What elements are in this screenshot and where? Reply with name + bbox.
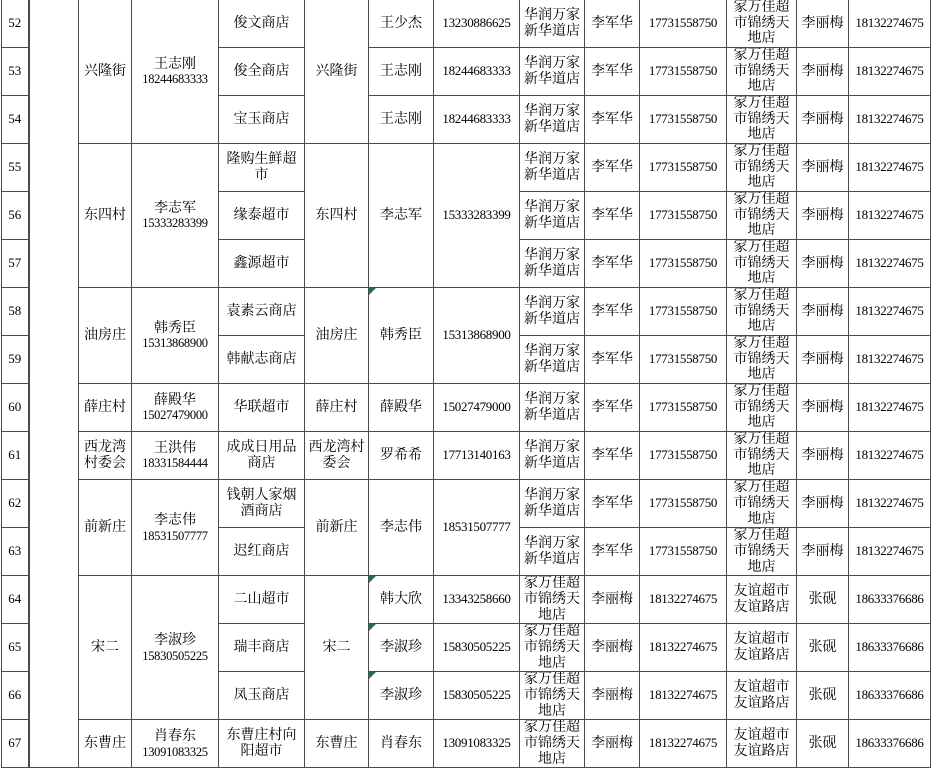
supermarket2-phone-cell: 18132274675	[849, 240, 931, 288]
shop-cell: 隆购生鲜超市	[219, 144, 305, 192]
owner-cell	[132, 144, 219, 288]
contact-phone-cell: 13343258660	[434, 576, 520, 624]
village-cell: 西龙湾村委会	[79, 432, 132, 480]
supermarket1-phone-cell: 17731558750	[640, 480, 727, 528]
owner-name: 李淑珍	[154, 632, 196, 648]
shop-cell: 缘泰超市	[219, 192, 305, 240]
row-number-cell: 57	[2, 240, 29, 288]
supermarket1-cell: 华润万家新华道店	[520, 192, 585, 240]
contact-phone-cell: 15830505225	[434, 672, 520, 720]
village-cell: 薛庄村	[79, 384, 132, 432]
row-number-cell: 67	[2, 720, 29, 768]
village-cell: 东四村	[79, 144, 132, 288]
supermarket2-manager-cell: 李丽梅	[797, 384, 849, 432]
village-repeat-cell: 东四村	[305, 144, 369, 288]
supermarket2-phone-cell: 18132274675	[849, 384, 931, 432]
contact-phone-cell: 15333283399	[434, 144, 520, 288]
supermarket1-manager-cell: 李军华	[585, 384, 640, 432]
table-row	[2, 480, 931, 528]
shop-cell: 宝玉商店	[219, 96, 305, 144]
supermarket1-manager-cell: 李军华	[585, 0, 640, 48]
spacer-cell	[29, 0, 79, 768]
shop-cell: 成成日用品商店	[219, 432, 305, 480]
supermarket2-phone-cell: 18132274675	[849, 336, 931, 384]
village-cell: 兴隆街	[79, 0, 132, 144]
supermarket1-phone-cell: 17731558750	[640, 336, 727, 384]
owner-phone: 15313868900	[142, 336, 208, 351]
row-number-cell: 60	[2, 384, 29, 432]
supermarket2-manager-cell: 李丽梅	[797, 48, 849, 96]
owner-phone: 15027479000	[142, 408, 208, 423]
comment-marker-icon	[369, 288, 376, 295]
supermarket1-cell: 华润万家新华道店	[520, 528, 585, 576]
row-number-cell: 56	[2, 192, 29, 240]
supermarket2-cell: 家万佳超市锦绣天地店	[727, 0, 797, 48]
supermarket1-manager-cell: 李军华	[585, 96, 640, 144]
supermarket2-cell: 家万佳超市锦绣天地店	[727, 96, 797, 144]
supermarket2-manager-cell: 李丽梅	[797, 528, 849, 576]
supermarket1-phone-cell: 17731558750	[640, 288, 727, 336]
contact-name-cell: 李淑珍	[369, 672, 434, 720]
supermarket1-manager-cell: 李丽梅	[585, 576, 640, 624]
row-number-cell: 58	[2, 288, 29, 336]
supermarket1-manager-cell: 李军华	[585, 528, 640, 576]
supermarket1-phone-cell: 17731558750	[640, 432, 727, 480]
supermarket1-manager-cell: 李军华	[585, 288, 640, 336]
supermarket2-cell: 友谊超市友谊路店	[727, 672, 797, 720]
supermarket1-cell: 家万佳超市锦绣天地店	[520, 624, 585, 672]
village-cell: 宋二	[79, 576, 132, 720]
shop-cell: 鑫源超市	[219, 240, 305, 288]
contact-phone-cell: 18531507777	[434, 480, 520, 576]
shop-cell: 俊全商店	[219, 48, 305, 96]
table-row	[2, 384, 931, 432]
supermarket2-phone-cell: 18132274675	[849, 48, 931, 96]
supermarket2-phone-cell: 18633376686	[849, 672, 931, 720]
supermarket2-manager-cell: 李丽梅	[797, 240, 849, 288]
row-number-cell: 54	[2, 96, 29, 144]
supermarket1-manager-cell: 李军华	[585, 432, 640, 480]
row-number-cell: 65	[2, 624, 29, 672]
owner-name: 韩秀臣	[154, 320, 196, 336]
shop-cell: 二山超市	[219, 576, 305, 624]
village-cell: 前新庄	[79, 480, 132, 576]
contact-phone-cell: 15313868900	[434, 288, 520, 384]
supermarket2-cell: 家万佳超市锦绣天地店	[727, 384, 797, 432]
owner-name: 李志军	[154, 200, 196, 216]
row-number-cell: 59	[2, 336, 29, 384]
contact-name-cell: 王志刚	[369, 96, 434, 144]
owner-name: 李志伟	[154, 512, 196, 528]
supermarket1-cell: 华润万家新华道店	[520, 480, 585, 528]
supermarket2-phone-cell: 18132274675	[849, 432, 931, 480]
supermarket2-phone-cell: 18132274675	[849, 0, 931, 48]
supermarket1-phone-cell: 17731558750	[640, 240, 727, 288]
shop-cell: 俊文商店	[219, 0, 305, 48]
row-number-cell: 61	[2, 432, 29, 480]
supermarket1-manager-cell: 李军华	[585, 192, 640, 240]
owner-phone: 15333283399	[142, 216, 208, 231]
comment-marker-icon	[369, 576, 376, 583]
supermarket2-cell: 友谊超市友谊路店	[727, 720, 797, 768]
supermarket1-cell: 家万佳超市锦绣天地店	[520, 720, 585, 768]
contact-name-cell: 韩秀臣	[369, 288, 434, 384]
supermarket1-cell: 家万佳超市锦绣天地店	[520, 576, 585, 624]
supermarket2-manager-cell: 李丽梅	[797, 192, 849, 240]
owner-cell	[132, 576, 219, 720]
supermarket2-phone-cell: 18132274675	[849, 96, 931, 144]
supermarket1-manager-cell: 李军华	[585, 144, 640, 192]
supermarket2-phone-cell: 18132274675	[849, 144, 931, 192]
comment-marker-icon	[369, 624, 376, 631]
supermarket2-manager-cell: 李丽梅	[797, 96, 849, 144]
supermarket1-cell: 华润万家新华道店	[520, 384, 585, 432]
contact-name-cell: 肖春东	[369, 720, 434, 768]
supermarket1-cell: 华润万家新华道店	[520, 288, 585, 336]
supermarket1-manager-cell: 李丽梅	[585, 672, 640, 720]
shop-cell: 钱朝人家烟酒商店	[219, 480, 305, 528]
contact-phone-cell: 15830505225	[434, 624, 520, 672]
contact-name-cell: 王志刚	[369, 48, 434, 96]
row-number-cell: 62	[2, 480, 29, 528]
owner-name: 王洪伟	[154, 440, 196, 456]
supermarket1-manager-cell: 李军华	[585, 48, 640, 96]
village-repeat-cell: 油房庄	[305, 288, 369, 384]
village-cell: 东曹庄	[79, 720, 132, 768]
supermarket1-phone-cell: 17731558750	[640, 96, 727, 144]
supermarket2-manager-cell: 张砚	[797, 720, 849, 768]
village-repeat-cell: 薛庄村	[305, 384, 369, 432]
supermarket1-phone-cell: 17731558750	[640, 144, 727, 192]
supermarket2-phone-cell: 18633376686	[849, 624, 931, 672]
table-row	[2, 288, 931, 336]
shop-cell: 华联超市	[219, 384, 305, 432]
owner-phone: 18244683333	[142, 72, 208, 87]
row-number-cell: 53	[2, 48, 29, 96]
contact-name-cell: 罗希希	[369, 432, 434, 480]
owner-phone: 15830505225	[142, 648, 208, 663]
supermarket2-cell: 友谊超市友谊路店	[727, 576, 797, 624]
supermarket2-phone-cell: 18132274675	[849, 528, 931, 576]
shop-cell: 韩献志商店	[219, 336, 305, 384]
supermarket1-manager-cell: 李军华	[585, 336, 640, 384]
table-row	[2, 144, 931, 192]
table-row	[2, 576, 931, 624]
supermarket2-phone-cell: 18132274675	[849, 480, 931, 528]
contact-name-cell: 李志军	[369, 144, 434, 288]
supermarket1-phone-cell: 17731558750	[640, 192, 727, 240]
supermarket1-cell: 华润万家新华道店	[520, 240, 585, 288]
contact-phone-cell: 13091083325	[434, 720, 520, 768]
supermarket2-phone-cell: 18132274675	[849, 192, 931, 240]
row-number-cell: 64	[2, 576, 29, 624]
supermarket2-cell: 友谊超市友谊路店	[727, 624, 797, 672]
supermarket2-manager-cell: 李丽梅	[797, 144, 849, 192]
contact-name-cell: 薛殿华	[369, 384, 434, 432]
supermarket1-cell: 家万佳超市锦绣天地店	[520, 672, 585, 720]
supermarket2-cell: 家万佳超市锦绣天地店	[727, 144, 797, 192]
supermarket2-cell: 家万佳超市锦绣天地店	[727, 528, 797, 576]
contact-name-cell: 李淑珍	[369, 624, 434, 672]
village-repeat-cell: 兴隆街	[305, 0, 369, 144]
supermarket1-phone-cell: 18132274675	[640, 624, 727, 672]
row-number-cell: 52	[2, 0, 29, 48]
supermarket1-cell: 华润万家新华道店	[520, 96, 585, 144]
comment-marker-icon	[369, 672, 376, 679]
supermarket2-manager-cell: 张砚	[797, 624, 849, 672]
row-number-cell: 63	[2, 528, 29, 576]
supermarket1-cell: 华润万家新华道店	[520, 48, 585, 96]
village-repeat-cell: 前新庄	[305, 480, 369, 576]
owner-phone: 18331584444	[142, 456, 208, 471]
shop-cell: 瑞丰商店	[219, 624, 305, 672]
supermarket1-cell: 华润万家新华道店	[520, 0, 585, 48]
supermarket1-manager-cell: 李丽梅	[585, 624, 640, 672]
owner-phone: 18531507777	[142, 528, 208, 543]
owner-name: 薛殿华	[154, 392, 196, 408]
owner-name: 肖春东	[154, 728, 196, 744]
supermarket1-phone-cell: 17731558750	[640, 48, 727, 96]
village-cell: 油房庄	[79, 288, 132, 384]
supermarket2-cell: 家万佳超市锦绣天地店	[727, 48, 797, 96]
village-repeat-cell: 宋二	[305, 576, 369, 720]
supermarket1-cell: 华润万家新华道店	[520, 144, 585, 192]
shop-cell: 袁素云商店	[219, 288, 305, 336]
contact-phone-cell: 17713140163	[434, 432, 520, 480]
supermarket2-manager-cell: 李丽梅	[797, 480, 849, 528]
owner-cell	[132, 384, 219, 432]
supermarket1-cell: 华润万家新华道店	[520, 432, 585, 480]
supermarket2-cell: 家万佳超市锦绣天地店	[727, 240, 797, 288]
supermarket1-manager-cell: 李军华	[585, 480, 640, 528]
owner-cell	[132, 288, 219, 384]
owner-cell	[132, 720, 219, 768]
owner-name: 王志刚	[154, 56, 196, 72]
village-repeat-cell: 西龙湾村委会	[305, 432, 369, 480]
contact-phone-cell: 18244683333	[434, 96, 520, 144]
contact-phone-cell: 18244683333	[434, 48, 520, 96]
contact-name-cell: 李志伟	[369, 480, 434, 576]
supermarket2-cell: 家万佳超市锦绣天地店	[727, 432, 797, 480]
supermarket2-cell: 家万佳超市锦绣天地店	[727, 192, 797, 240]
contact-name-cell: 王少杰	[369, 0, 434, 48]
supermarket2-cell: 家万佳超市锦绣天地店	[727, 288, 797, 336]
supermarket2-manager-cell: 张砚	[797, 672, 849, 720]
supermarket2-phone-cell: 18633376686	[849, 720, 931, 768]
contact-phone-cell: 13230886625	[434, 0, 520, 48]
owner-cell	[132, 432, 219, 480]
row-number-cell: 66	[2, 672, 29, 720]
supermarket1-phone-cell: 17731558750	[640, 384, 727, 432]
contact-phone-cell: 15027479000	[434, 384, 520, 432]
supermarket2-phone-cell: 18132274675	[849, 288, 931, 336]
supermarket1-manager-cell: 李军华	[585, 240, 640, 288]
supermarket2-manager-cell: 张砚	[797, 576, 849, 624]
supermarket1-phone-cell: 18132274675	[640, 720, 727, 768]
supermarket2-manager-cell: 李丽梅	[797, 288, 849, 336]
supermarket2-manager-cell: 李丽梅	[797, 336, 849, 384]
supermarket1-phone-cell: 17731558750	[640, 0, 727, 48]
contact-name-cell: 韩大欣	[369, 576, 434, 624]
row-number-cell: 55	[2, 144, 29, 192]
village-repeat-cell: 东曹庄	[305, 720, 369, 768]
table-row	[2, 720, 931, 768]
spreadsheet-table	[1, 0, 931, 768]
shop-cell: 凤玉商店	[219, 672, 305, 720]
table-row	[2, 0, 931, 48]
shop-cell: 迟红商店	[219, 528, 305, 576]
supermarket2-cell: 家万佳超市锦绣天地店	[727, 336, 797, 384]
supermarket1-cell: 华润万家新华道店	[520, 336, 585, 384]
owner-cell	[132, 0, 219, 144]
supermarket2-manager-cell: 李丽梅	[797, 432, 849, 480]
supermarket2-cell: 家万佳超市锦绣天地店	[727, 480, 797, 528]
supermarket2-manager-cell: 李丽梅	[797, 0, 849, 48]
table-row	[2, 432, 931, 480]
owner-phone: 13091083325	[142, 744, 208, 759]
supermarket2-phone-cell: 18633376686	[849, 576, 931, 624]
supermarket1-phone-cell: 17731558750	[640, 528, 727, 576]
supermarket1-phone-cell: 18132274675	[640, 672, 727, 720]
supermarket1-manager-cell: 李丽梅	[585, 720, 640, 768]
owner-cell	[132, 480, 219, 576]
supermarket1-phone-cell: 18132274675	[640, 576, 727, 624]
shop-cell: 东曹庄村向阳超市	[219, 720, 305, 768]
